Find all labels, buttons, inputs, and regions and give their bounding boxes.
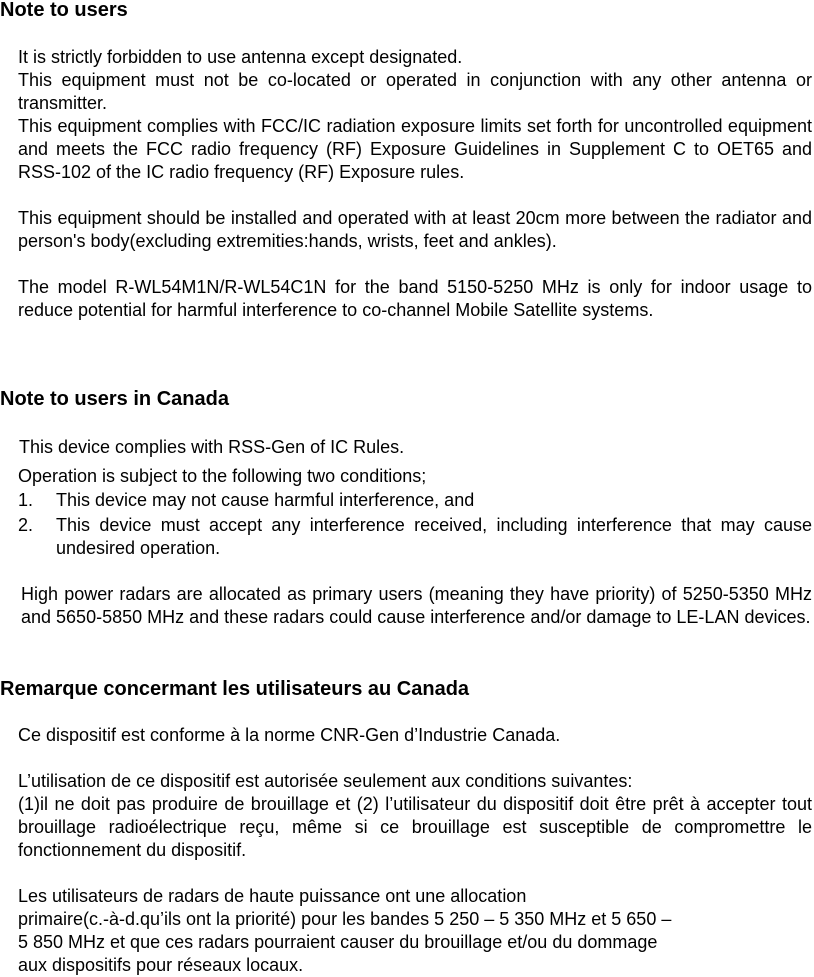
conditions-text-fr: (1)il ne doit pas produire de brouillage et (2) l’utilisateur du dispositif doit être prêt à accepter tout brouillage radioélectrique reçu, même si ce brouillage est susceptible de compromettre le fonctionnement du dispositif.: [18, 794, 812, 860]
condition-item: This device may not cause harmful interference, and: [56, 490, 475, 510]
conformity-statement-fr: Ce dispositif est conforme à la norme CNR-Gen d’Industrie Canada.: [18, 725, 561, 745]
radar-note-fr-line: Les utilisateurs de radars de haute puissance ont une allocation: [18, 886, 527, 906]
paragraph-fcc-ic-exposure: This equipment complies with FCC/IC radiation exposure limits set forth for uncontrolled equipment and meets the FCC radio frequency (RF) Exposure Guidelines in Supplement C to OET65 and RSS-102 of the IC radio frequency (RF) Exposure rules.: [18, 116, 812, 182]
radar-note-fr-line: 5 850 MHz et que ces radars pourraient causer du brouillage et/ou du dommage: [18, 932, 658, 952]
paragraph-indoor-usage: The model R-WL54M1N/R-WL54C1N for the band 5150-5250 MHz is only for indoor usage to reduce potential for harmful interference to co-channel Mobile Satellite systems.: [18, 277, 812, 320]
radar-priority-note: High power radars are allocated as primary users (meaning they have priority) of 5250-5350 MHz and 5650-5850 MHz and these radars could cause interference and/or damage to LE-LAN devices.: [21, 584, 812, 627]
paragraph-antenna-forbidden: It is strictly forbidden to use antenna except designated.: [18, 47, 463, 67]
condition-number: 2.: [18, 515, 34, 535]
rss-gen-compliance: This device complies with RSS-Gen of IC Rules.: [19, 437, 405, 457]
condition-item: This device must accept any interference received, including interference that may cause undesired operation.: [56, 515, 812, 558]
conditions-intro-fr: L’utilisation de ce dispositif est autorisée seulement aux conditions suivantes:: [18, 771, 633, 791]
section-heading-note-to-users: Note to users: [0, 0, 128, 21]
section-heading-remarque-canada: Remarque concermant les utilisateurs au Canada: [0, 678, 470, 700]
section-heading-note-to-users-canada: Note to users in Canada: [0, 388, 229, 410]
radar-note-fr-line: aux dispositifs pour réseaux locaux.: [18, 955, 304, 975]
paragraph-colocation: This equipment must not be co-located or operated in conjunction with any other antenna or transmitter.: [18, 70, 812, 113]
radar-note-fr-line: primaire(c.-à-d.qu’ils ont la priorité) pour les bandes 5 250 – 5 350 MHz et 5 650 –: [18, 909, 672, 929]
conditions-intro: Operation is subject to the following two conditions;: [18, 466, 427, 486]
condition-number: 1.: [18, 490, 34, 510]
paragraph-separation-distance: This equipment should be installed and operated with at least 20cm more between the radiator and person's body(excluding extremities:hands, wrists, feet and ankles).: [18, 208, 812, 251]
